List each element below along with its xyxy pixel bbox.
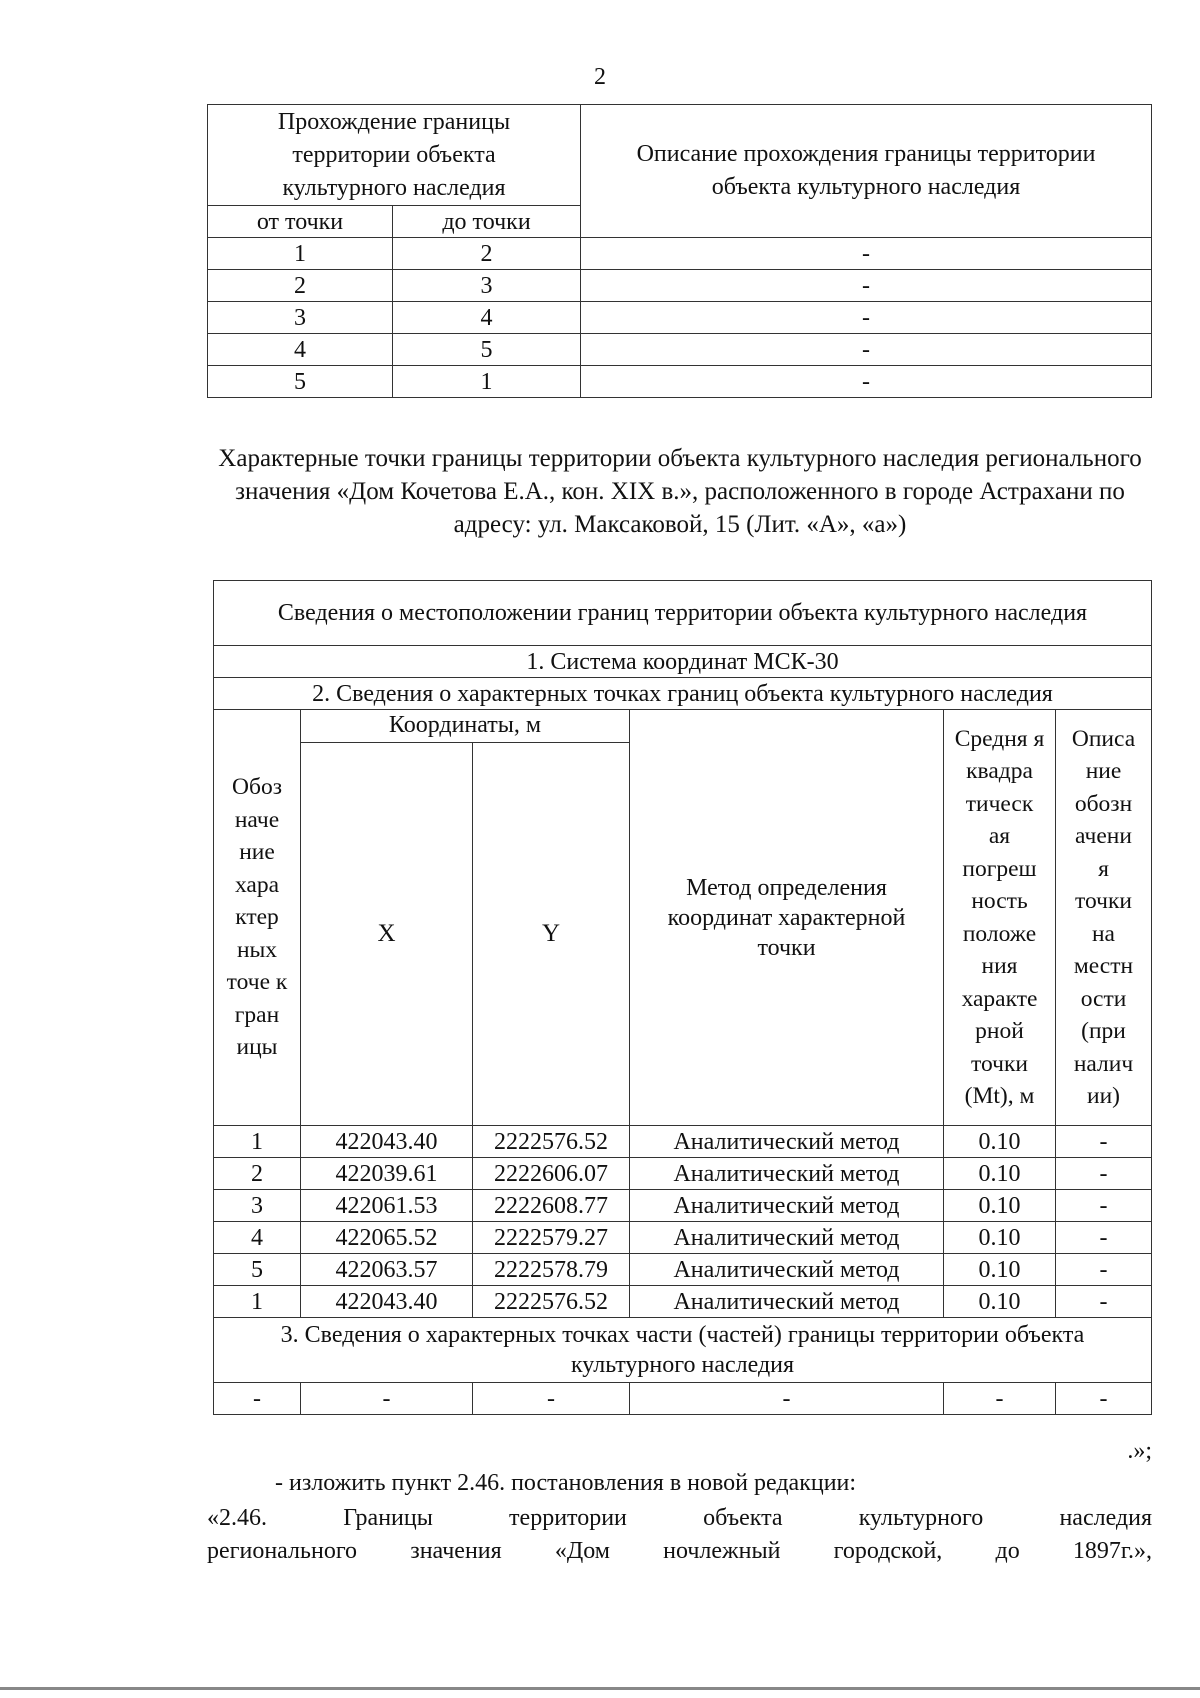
coord-y: 2222608.77 (473, 1190, 630, 1222)
method: Аналитический метод (630, 1190, 944, 1222)
method: Аналитический метод (630, 1254, 944, 1286)
error: 0.10 (944, 1126, 1056, 1158)
error: 0.10 (944, 1190, 1056, 1222)
passage-description: - (581, 238, 1152, 270)
method: Аналитический метод (630, 1126, 944, 1158)
method: Аналитический метод (630, 1158, 944, 1190)
point-number: 1 (214, 1286, 301, 1318)
table-row (214, 1286, 1152, 1318)
amendment-instruction: - изложить пункт 2.46. постановления в новой редакции: (275, 1470, 857, 1496)
from-point: 4 (208, 334, 393, 366)
to-point: 2 (393, 238, 581, 270)
coord-x: 422043.40 (301, 1286, 473, 1318)
table-title: Сведения о местоположении границ территории объекта культурного наследия (214, 581, 1152, 646)
empty-cell: - (630, 1383, 944, 1415)
to-point: 5 (393, 334, 581, 366)
to-point: 3 (393, 270, 581, 302)
table-row (214, 1254, 1152, 1286)
table-row (214, 1190, 1152, 1222)
coord-x: 422043.40 (301, 1126, 473, 1158)
empty-cell: - (214, 1383, 301, 1415)
header-mean-square-error: Средня я квадра тическ ая погреш ность положе ния характе рной точки (Mt), м (944, 710, 1056, 1126)
table-row (214, 1158, 1152, 1190)
table-row (214, 1126, 1152, 1158)
header-boundary-passage: Прохождение границы территории объекта культурного наследия (208, 105, 581, 206)
passage-description: - (581, 302, 1152, 334)
error: 0.10 (944, 1158, 1056, 1190)
error: 0.10 (944, 1286, 1056, 1318)
characteristic-points-table (213, 580, 1152, 1415)
point-number: 1 (214, 1126, 301, 1158)
boundary-passage-table (207, 104, 1152, 398)
table-row (208, 270, 1152, 302)
table-row (214, 1222, 1152, 1254)
coord-y: 2222576.52 (473, 1286, 630, 1318)
header-from-point: от точки (208, 206, 393, 238)
table-row (214, 1383, 1152, 1415)
header-boundary-description: Описание прохождения границы территории объекта культурного наследия (581, 105, 1152, 238)
from-point: 1 (208, 238, 393, 270)
coord-y: 2222576.52 (473, 1126, 630, 1158)
header-y: Y (473, 743, 630, 1126)
coord-x: 422063.57 (301, 1254, 473, 1286)
section-coordinate-system: 1. Система координат МСК-30 (214, 646, 1152, 678)
coord-x: 422065.52 (301, 1222, 473, 1254)
point-description: - (1056, 1158, 1152, 1190)
from-point: 5 (208, 366, 393, 398)
characteristic-points-caption: Характерные точки границы территории объекта культурного наследия регионального значения «Дом Кочетова Е.А., кон. XIX в.», расположенного в городе Астрахани по адресу: ул. Максаковой, 15 (Лит. «А», «а») (218, 445, 1142, 538)
from-point: 3 (208, 302, 393, 334)
method: Аналитический метод (630, 1286, 944, 1318)
passage-description: - (581, 270, 1152, 302)
coord-y: 2222606.07 (473, 1158, 630, 1190)
amendment-text-line2: регионального значения «Дом ночлежный городской, до 1897г.», (207, 1538, 1152, 1564)
point-number: 4 (214, 1222, 301, 1254)
method: Аналитический метод (630, 1222, 944, 1254)
header-to-point: до точки (393, 206, 581, 238)
header-method: Метод определения координат характерной точки (630, 710, 944, 1126)
table-row (208, 334, 1152, 366)
header-point-designation: Обоз наче ние хара ктер ных точе к гран ицы (214, 710, 301, 1126)
to-point: 4 (393, 302, 581, 334)
coord-y: 2222578.79 (473, 1254, 630, 1286)
amendment-text-line1: «2.46. Границы территории объекта культурного наследия (207, 1505, 1152, 1531)
error: 0.10 (944, 1222, 1056, 1254)
point-description: - (1056, 1190, 1152, 1222)
coord-y: 2222579.27 (473, 1222, 630, 1254)
from-point: 2 (208, 270, 393, 302)
empty-cell: - (1056, 1383, 1152, 1415)
point-description: - (1056, 1286, 1152, 1318)
header-coordinates: Координаты, м (301, 710, 630, 743)
closing-quote: .»; (1127, 1438, 1152, 1464)
page-number: 2 (594, 64, 606, 90)
to-point: 1 (393, 366, 581, 398)
error: 0.10 (944, 1254, 1056, 1286)
scan-edge-line (0, 1687, 1200, 1690)
point-description: - (1056, 1222, 1152, 1254)
point-number: 3 (214, 1190, 301, 1222)
table-row (208, 238, 1152, 270)
passage-description: - (581, 334, 1152, 366)
header-x: X (301, 743, 473, 1126)
table-row (208, 302, 1152, 334)
coord-x: 422039.61 (301, 1158, 473, 1190)
passage-description: - (581, 366, 1152, 398)
header-point-description: Описа ние обозн ачени я точки на местн ости (при налич ии) (1056, 710, 1152, 1126)
point-description: - (1056, 1254, 1152, 1286)
empty-cell: - (473, 1383, 630, 1415)
coord-x: 422061.53 (301, 1190, 473, 1222)
section-characteristic-points: 2. Сведения о характерных точках границ объекта культурного наследия (214, 678, 1152, 710)
section-partial-boundary: 3. Сведения о характерных точках части (частей) границы территории объекта культурного наследия (214, 1318, 1152, 1383)
point-description: - (1056, 1126, 1152, 1158)
empty-cell: - (944, 1383, 1056, 1415)
point-number: 5 (214, 1254, 301, 1286)
table-row (208, 366, 1152, 398)
point-number: 2 (214, 1158, 301, 1190)
empty-cell: - (301, 1383, 473, 1415)
